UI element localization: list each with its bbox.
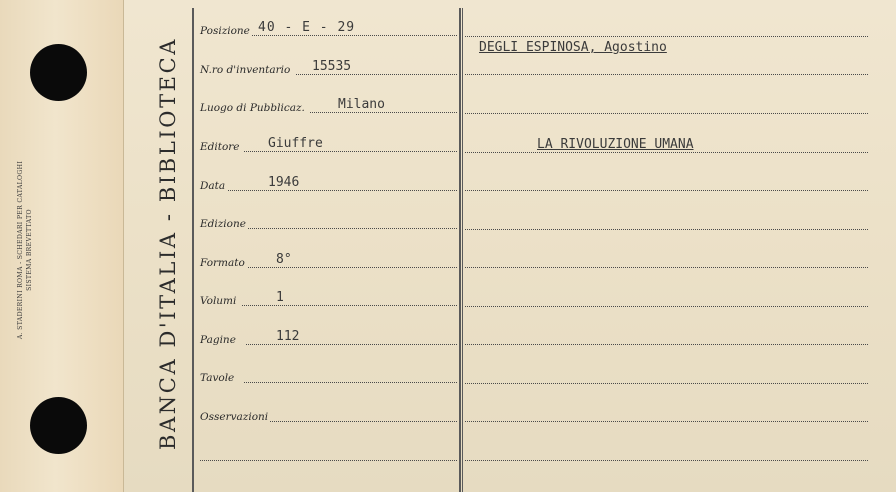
rule-line [465,306,868,307]
field-inventario [200,57,457,77]
field-label: Luogo di Pubblicaz. [200,102,305,114]
field-value: 1946 [268,175,300,190]
divider-left [192,8,194,492]
field-label: Tavole [200,372,235,384]
field-editore [200,134,457,154]
printer-imprint [16,120,56,380]
field-value: 8° [276,252,292,267]
field-label: Posizione [200,25,250,37]
field-formato [200,250,457,270]
rule-line [465,152,868,153]
rule-line [465,421,868,422]
title-text: LA RIVOLUZIONE UMANA [537,137,694,152]
field-value: Giuffre [268,136,323,151]
rule-line [465,74,868,75]
field-posizione [200,18,457,38]
rule-line [465,190,868,191]
field-tavole [200,365,457,385]
field-label: Volumi [200,295,237,307]
field-value: 1 [276,290,284,305]
field-label: N.ro d'inventario [200,64,291,76]
author-text: DEGLI ESPINOSA, Agostino [479,40,667,55]
punch-hole-top [30,44,87,101]
field-value: Milano [338,97,385,112]
field-label: Pagine [200,334,236,346]
rule-line [465,267,868,268]
rule-line [465,344,868,345]
field-edizione [200,211,457,231]
field-osservazioni [200,404,457,424]
rule-line [465,383,868,384]
field-label: Formato [200,257,245,269]
divider-middle-inner [462,8,463,492]
printer-line-1: A. STADERINI ROMA - SCHEDARI PER CATALOGHI [17,160,24,340]
blank-line [200,460,457,461]
field-label: Data [200,180,226,192]
field-label: Edizione [200,218,246,230]
field-value: 15535 [312,59,352,74]
field-value: 112 [276,329,300,344]
card-stub [0,0,124,492]
punch-hole-bottom [30,397,87,454]
rule-line [465,113,868,114]
field-label: Osservazioni [200,411,269,423]
rule-line [465,460,868,461]
rule-line [465,229,868,230]
field-value: 40 - E - 29 [258,20,356,35]
rule-line [465,36,868,37]
field-pagine [200,327,457,347]
field-luogo [200,95,457,115]
bank-title: BANCA D'ITALIA - BIBLIOTECA [156,36,180,450]
field-volumi [200,288,457,308]
field-label: Editore [200,141,240,153]
field-data [200,173,457,193]
divider-middle [459,8,461,492]
printer-line-2: SISTEMA BREVETTATO [26,209,33,291]
